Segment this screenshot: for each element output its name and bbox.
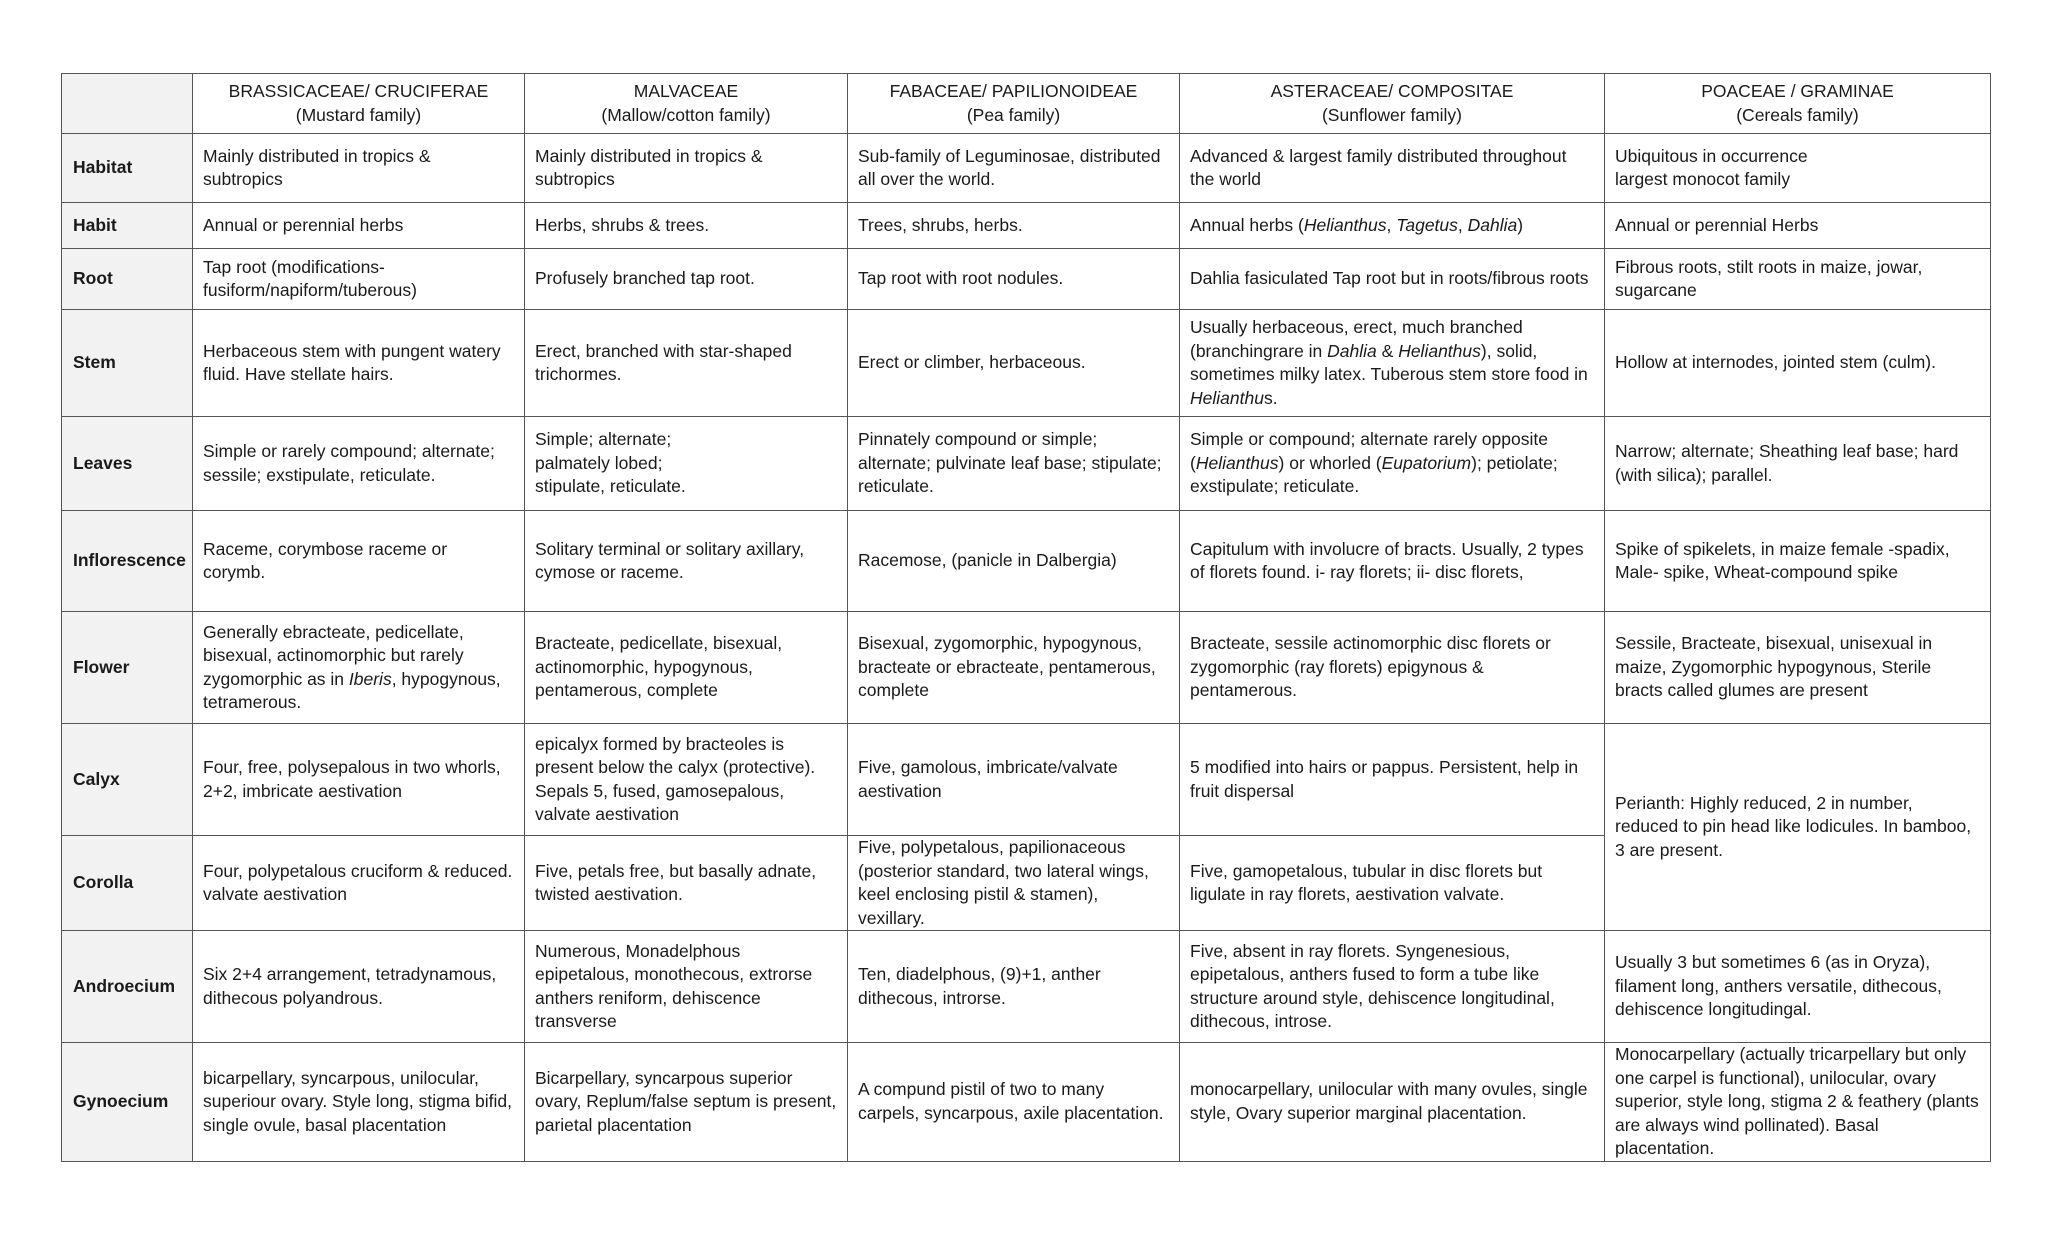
cell-leaves-brassicaceae: Simple or rarely compound; alternate; sessile; exstipulate, reticulate. <box>193 417 525 511</box>
row-flower <box>62 612 1991 724</box>
row-label-habitat: Habitat <box>62 134 193 203</box>
row-label-habit: Habit <box>62 203 193 249</box>
row-label-gynoecium: Gynoecium <box>62 1043 193 1162</box>
cell-stem-malvaceae: Erect, branched with star-shaped trichormes. <box>525 310 848 417</box>
italic-genus: Helianthus <box>1303 214 1387 235</box>
cell-leaves-poaceae: Narrow; alternate; Sheathing leaf base; hard (with silica); parallel. <box>1605 417 1991 511</box>
text-run: Usually herbaceous, erect, much branched (branchingrare in <box>1190 317 1523 361</box>
cell-androecium-fabaceae: Ten, diadelphous, (9)+1, anther dithecous, introrse. <box>848 931 1180 1043</box>
cell-gynoecium-malvaceae: Bicarpellary, syncarpous superior ovary, Replum/false septum is present, parietal placentation <box>525 1043 848 1162</box>
cell-calyx-fabaceae: Five, gamolous, imbricate/valvate aestivation <box>848 724 1180 836</box>
cell-habit-brassicaceae: Annual or perennial herbs <box>193 203 525 249</box>
corner-cell <box>62 74 193 134</box>
row-label-corolla: Corolla <box>62 836 193 931</box>
cell-androecium-asteraceae: Five, absent in ray florets. Syngenesious, epipetalous, anthers fused to form a tube like structure around style, dehiscence longitudinal, dithecous, introse. <box>1180 931 1605 1043</box>
family-common-name: (Sunflower family) <box>1321 104 1463 125</box>
cell-line: Tap root (modifications- <box>203 256 385 277</box>
cell-inflorescence-poaceae: Spike of spikelets, in maize female -spadix, Male- spike, Wheat-compound spike <box>1605 511 1991 612</box>
italic-genus: Eupatorium <box>1381 452 1472 473</box>
row-label-leaves: Leaves <box>62 417 193 511</box>
header-poaceae <box>1605 74 1991 134</box>
cell-habit-poaceae: Annual or perennial Herbs <box>1605 203 1991 249</box>
row-label-root: Root <box>62 249 193 310</box>
italic-genus: Dahlia <box>1467 214 1518 235</box>
cell-stem-brassicaceae: Herbaceous stem with pungent watery fluid. Have stellate hairs. <box>193 310 525 417</box>
text-run: , <box>1386 214 1397 235</box>
cell-habit-malvaceae: Herbs, shrubs & trees. <box>525 203 848 249</box>
text-run: ) <box>1517 214 1524 235</box>
family-name: ASTERACEAE/ COMPOSITAE <box>1270 81 1514 101</box>
cell-root-poaceae: Fibrous roots, stilt roots in maize, jowar, sugarcane <box>1605 249 1991 310</box>
text-run: s. <box>1263 387 1278 408</box>
row-label-androecium: Androecium <box>62 931 193 1043</box>
cell-corolla-asteraceae: Five, gamopetalous, tubular in disc florets but ligulate in ray florets, aestivation valvate. <box>1180 836 1605 931</box>
cell-line: Ubiquitous in occurrence <box>1615 145 1808 166</box>
cell-habitat-malvaceae: Mainly distributed in tropics & subtropics <box>525 134 848 203</box>
cell-habit-asteraceae <box>1180 203 1605 249</box>
row-gynoecium <box>62 1043 1991 1162</box>
cell-stem-asteraceae <box>1180 310 1605 417</box>
row-label-calyx: Calyx <box>62 724 193 836</box>
cell-habitat-fabaceae: Sub-family of Leguminosae, distributed all over the world. <box>848 134 1180 203</box>
header-malvaceae <box>525 74 848 134</box>
family-common-name: (Pea family) <box>966 104 1061 125</box>
cell-inflorescence-brassicaceae: Raceme, corymbose raceme or corymb. <box>193 511 525 612</box>
family-name: BRASSICACEAE/ CRUCIFERAE <box>228 81 489 101</box>
text-run: & <box>1376 340 1399 361</box>
cell-flower-fabaceae: Bisexual, zygomorphic, hypogynous, bracteate or ebracteate, pentamerous, complete <box>848 612 1180 724</box>
cell-flower-brassicaceae <box>193 612 525 724</box>
cell-flower-poaceae: Sessile, Bracteate, bisexual, unisexual in maize, Zygomorphic hypogynous, Sterile bracts called glumes are present <box>1605 612 1991 724</box>
cell-leaves-asteraceae <box>1180 417 1605 511</box>
row-label-stem: Stem <box>62 310 193 417</box>
italic-genus: Helianthus <box>1195 452 1279 473</box>
cell-corolla-fabaceae: Five, polypetalous, papilionaceous (posterior standard, two lateral wings, keel enclosing pistil & stamen), vexillary. <box>848 836 1180 931</box>
cell-line: largest monocot family <box>1615 169 1791 189</box>
row-label-inflorescence: Inflorescence <box>62 511 193 612</box>
cell-flower-asteraceae: Bracteate, sessile actinomorphic disc florets or zygomorphic (ray florets) epigynous & pentamerous. <box>1180 612 1605 724</box>
header-brassicaceae <box>193 74 525 134</box>
cell-habitat-poaceae <box>1605 134 1991 203</box>
family-name: FABACEAE/ PAPILIONOIDEAE <box>889 81 1138 101</box>
row-habitat <box>62 134 1991 203</box>
cell-stem-poaceae: Hollow at internodes, jointed stem (culm). <box>1605 310 1991 417</box>
cell-line: stipulate, reticulate. <box>535 476 686 497</box>
family-name: MALVACEAE <box>633 81 739 101</box>
text-run: Generally ebracteate, pedicellate, bisexual, actinomorphic but rarely zygomorphic as in <box>203 621 464 689</box>
cell-calyx-corolla-poaceae: Perianth: Highly reduced, 2 in number, reduced to pin head like lodicules. In bamboo, 3 are present. <box>1605 724 1991 931</box>
cell-habit-fabaceae: Trees, shrubs, herbs. <box>848 203 1180 249</box>
row-root <box>62 249 1991 310</box>
text-run: Annual herbs ( <box>1190 214 1304 235</box>
cell-habitat-asteraceae: Advanced & largest family distributed throughout the world <box>1180 134 1605 203</box>
cell-stem-fabaceae: Erect or climber, herbaceous. <box>848 310 1180 417</box>
cell-root-brassicaceae <box>193 249 525 310</box>
cell-leaves-fabaceae: Pinnately compound or simple; alternate; pulvinate leaf base; stipulate; reticulate. <box>848 417 1180 511</box>
italic-genus: Helianthus <box>1398 340 1481 361</box>
family-common-name: (Mustard family) <box>295 104 422 125</box>
cell-androecium-malvaceae: Numerous, Monadelphous epipetalous, monothecous, extrorse anthers reniform, dehiscence transverse <box>525 931 848 1043</box>
header-fabaceae <box>848 74 1180 134</box>
family-common-name: (Mallow/cotton family) <box>601 104 771 125</box>
row-inflorescence <box>62 511 1991 612</box>
text-run: , <box>1457 214 1468 235</box>
cell-habitat-brassicaceae: Mainly distributed in tropics & subtropics <box>193 134 525 203</box>
row-stem <box>62 310 1991 417</box>
italic-genus: Iberis <box>348 668 392 689</box>
cell-leaves-malvaceae <box>525 417 848 511</box>
header-asteraceae <box>1180 74 1605 134</box>
text-run: ) or whorled ( <box>1278 452 1382 473</box>
italic-genus: Dahlia <box>1327 340 1377 361</box>
header-row <box>62 74 1991 134</box>
cell-root-asteraceae: Dahlia fasiculated Tap root but in roots/fibrous roots <box>1180 249 1605 310</box>
cell-root-malvaceae: Profusely branched tap root. <box>525 249 848 310</box>
row-calyx <box>62 724 1991 836</box>
row-habit <box>62 203 1991 249</box>
cell-gynoecium-fabaceae: A compund pistil of two to many carpels, syncarpous, axile placentation. <box>848 1043 1180 1162</box>
cell-gynoecium-brassicaceae: bicarpellary, syncarpous, unilocular, superiour ovary. Style long, stigma bifid, single ovule, basal placentation <box>193 1043 525 1162</box>
italic-genus: Tagetus <box>1396 214 1458 235</box>
cell-line: Simple; alternate; <box>535 429 672 450</box>
text-run: , hypogynous, tetramerous. <box>203 668 501 712</box>
cell-androecium-brassicaceae: Six 2+4 arrangement, tetradynamous, dithecous polyandrous. <box>193 931 525 1043</box>
cell-flower-malvaceae: Bracteate, pedicellate, bisexual, actinomorphic, hypogynous, pentamerous, complete <box>525 612 848 724</box>
row-label-flower: Flower <box>62 612 193 724</box>
cell-corolla-brassicaceae: Four, polypetalous cruciform & reduced. valvate aestivation <box>193 836 525 931</box>
cell-inflorescence-fabaceae: Racemose, (panicle in Dalbergia) <box>848 511 1180 612</box>
plant-families-comparison-table <box>61 73 1991 1162</box>
cell-calyx-malvaceae: epicalyx formed by bracteoles is present below the calyx (protective). Sepals 5, fused, gamosepalous, valvate aestivation <box>525 724 848 836</box>
cell-gynoecium-asteraceae: monocarpellary, unilocular with many ovules, single style, Ovary superior marginal placentation. <box>1180 1043 1605 1162</box>
family-name: POACEAE / GRAMINAE <box>1701 81 1894 101</box>
cell-inflorescence-malvaceae: Solitary terminal or solitary axillary, cymose or raceme. <box>525 511 848 612</box>
text-run: ), solid, sometimes milky latex. Tuberous stem store food in <box>1190 340 1588 384</box>
cell-gynoecium-poaceae: Monocarpellary (actually tricarpellary but only one carpel is functional), unilocular, ovary superior, style long, stigma 2 & feathery (plants are always wind pollinated). Basal placentation. <box>1605 1043 1991 1162</box>
cell-inflorescence-asteraceae: Capitulum with involucre of bracts. Usually, 2 types of florets found. i- ray florets; ii- disc florets, <box>1180 511 1605 612</box>
cell-corolla-malvaceae: Five, petals free, but basally adnate, twisted aestivation. <box>525 836 848 931</box>
text-run: ); petiolate; exstipulate; reticulate. <box>1190 452 1558 497</box>
cell-androecium-poaceae: Usually 3 but sometimes 6 (as in Oryza), filament long, anthers versatile, dithecous, dehiscence longitudingal. <box>1605 931 1991 1043</box>
italic-genus: Helianthu <box>1190 387 1264 408</box>
cell-calyx-brassicaceae: Four, free, polysepalous in two whorls, 2+2, imbricate aestivation <box>193 724 525 836</box>
cell-root-fabaceae: Tap root with root nodules. <box>848 249 1180 310</box>
cell-line: palmately lobed; <box>535 452 663 473</box>
family-common-name: (Cereals family) <box>1736 104 1859 125</box>
row-leaves <box>62 417 1991 511</box>
row-androecium <box>62 931 1991 1043</box>
text-run: Simple or compound; alternate rarely opposite ( <box>1190 429 1548 473</box>
cell-calyx-asteraceae: 5 modified into hairs or pappus. Persistent, help in fruit dispersal <box>1180 724 1605 836</box>
cell-line: fusiform/napiform/tuberous) <box>203 280 417 300</box>
